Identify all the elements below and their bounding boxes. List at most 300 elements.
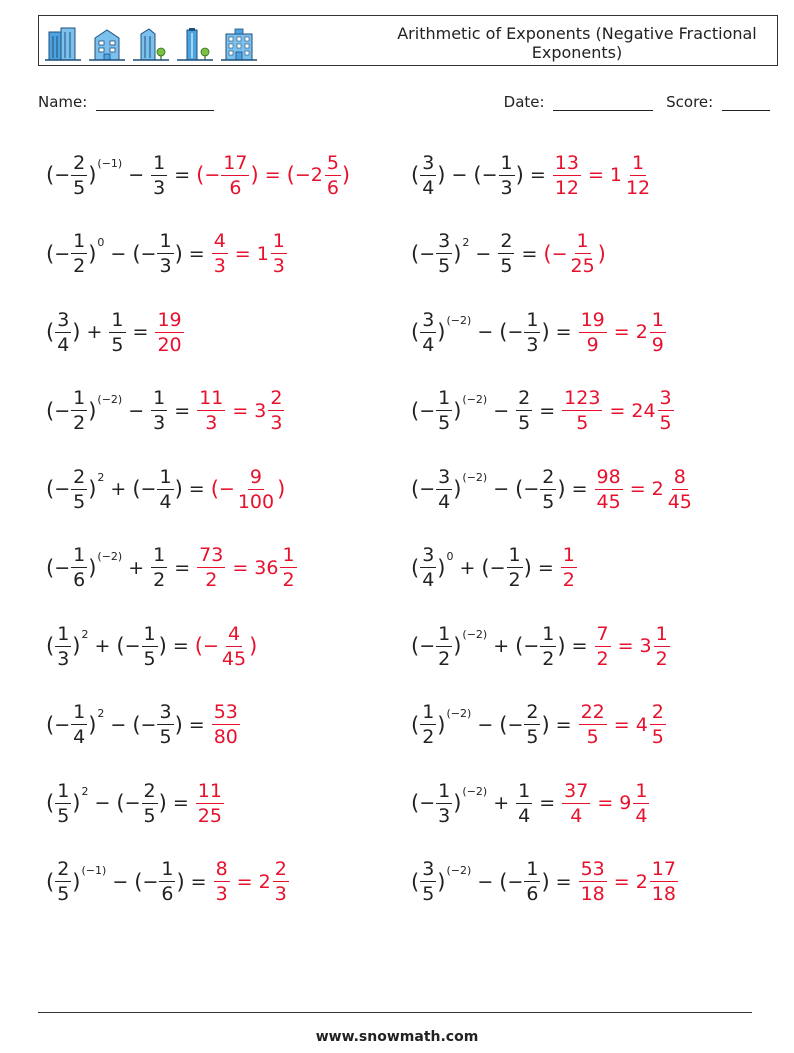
second-fraction [516,779,532,828]
sign: − [54,242,71,265]
second-fraction [151,386,167,435]
equals-sign: = [571,478,588,500]
mixed-fraction [633,779,649,828]
equals-sign: = [529,164,546,186]
paren-close: ) [174,712,183,737]
paren-close: ) [453,634,462,658]
paren-open: ( [132,477,141,501]
sign: − [419,399,436,422]
denominator: 2 [282,569,295,591]
numerator: 1 [153,387,166,409]
denominator: 3 [274,883,287,905]
equals-sign: = [539,792,556,814]
problem-8 [411,383,675,439]
mixed-fraction [268,386,284,435]
numerator: 1 [562,544,575,566]
numerator: 3 [438,465,451,488]
answer [196,386,285,435]
answer [195,779,225,828]
numerator: 1 [159,230,172,252]
denominator: 5 [73,490,86,513]
paren-open: ( [46,163,55,187]
denominator: 4 [518,804,531,827]
numerator: 1 [438,779,451,802]
mixed-fraction [654,622,670,671]
denominator: 3 [272,255,285,277]
denominator: 3 [270,412,283,434]
equals-sign: = [174,164,191,186]
mixed-fraction [273,857,289,906]
numerator: 1 [57,622,70,645]
numerator: 1 [576,230,589,252]
answer-fraction [214,857,230,906]
sign: − [142,870,159,893]
paren-close: ) [437,555,446,580]
denominator: 2 [562,569,575,591]
paren-close: ) [453,477,462,501]
numerator: 19 [580,308,605,331]
answer-fraction [562,779,590,828]
denominator: 5 [586,726,599,748]
numerator: 1 [111,308,124,331]
footer-divider [38,1012,752,1013]
operator: − [477,713,494,736]
denominator: 2 [542,647,555,670]
problem-18 [411,775,650,831]
denominator: 3 [213,255,226,277]
numerator: 2 [57,858,70,880]
paren-close: ) [453,791,462,815]
denominator: 20 [157,333,182,356]
problem-15 [46,697,241,753]
paren-open: ( [46,712,55,737]
paren-close: ) [437,163,446,187]
numerator: 1 [438,622,451,645]
equals-sign: = [629,478,646,500]
problem-20 [411,854,679,910]
paren-open: ( [411,869,420,894]
base-fraction [71,151,87,200]
paren-close: ) [88,241,97,266]
operator: − [128,164,145,186]
denominator: 4 [422,569,435,591]
equals-sign: = [236,870,253,893]
equals-sign: = [613,713,630,736]
base-fraction [71,700,87,749]
paren-close: ) [523,555,532,580]
exponent: (−2) [97,392,123,406]
whole-part: 9 [619,792,632,814]
denominator: 18 [580,883,605,905]
problem-5 [46,304,185,360]
paren-close: ) [72,869,81,894]
sign: − [54,556,71,579]
paren-open: ( [411,241,420,266]
whole-part: 2 [635,321,648,343]
equals-sign: = [571,635,588,657]
paren-open: ( [46,398,55,423]
paren-open: ( [134,869,143,894]
denominator: 5 [438,412,451,434]
denominator: 2 [73,412,86,434]
exponent: 0 [446,549,454,563]
operator: − [493,478,510,500]
whole-part: 24 [631,399,656,422]
numerator: 2 [143,779,156,802]
paren-open: ( [116,791,125,815]
problem-19 [46,854,290,910]
numerator: 1 [143,622,156,645]
exponent: (−2) [462,628,488,641]
paren-close: ) [158,634,167,658]
operator: − [128,399,145,422]
denominator: 2 [596,647,609,670]
numerator: 2 [526,701,539,723]
answer [196,543,297,592]
numerator: 1 [526,308,539,331]
numerator: 1 [57,779,70,802]
denominator: 5 [57,804,70,827]
paren-close: ) [88,712,97,737]
answer [211,700,241,749]
problem-3 [46,226,288,282]
numerator: 1 [542,622,555,645]
numerator: 1 [159,465,172,488]
base-fraction [436,465,452,514]
numerator: 1 [153,151,166,174]
denominator: 2 [438,647,451,670]
second-fraction [540,622,556,671]
answer [594,465,695,514]
numerator: 1 [73,544,86,566]
exponent: 2 [97,706,105,720]
operator: − [475,242,492,265]
numerator: 2 [73,151,86,174]
numerator: 3 [422,308,435,331]
paren-open: ( [411,791,420,815]
operator: − [493,399,510,422]
answer [213,857,290,906]
denominator: 5 [159,726,172,748]
numerator: 17 [223,151,248,174]
denominator: 3 [526,333,539,356]
problem-14 [411,618,671,674]
equals-sign: = [521,242,538,265]
equals-sign: = [174,556,191,579]
numerator: 22 [580,701,605,723]
mixed-fraction [280,543,296,592]
equals-sign: = [188,242,205,265]
denominator: 5 [422,883,435,905]
exponent: (−1) [97,157,123,170]
equals-sign: = [264,164,281,186]
paren-close: ) [557,634,566,658]
sign: − [551,242,568,265]
problem-1 [46,147,350,203]
equals-sign: = [232,399,249,422]
denominator: 80 [213,726,238,748]
denominator: 2 [508,569,521,591]
answer: ( − $\frac{17}{6}$ ) = ( − 2 $\frac{5}{6}$ ) [196,151,351,199]
answer-fraction [155,308,183,357]
numerator: 2 [542,465,555,488]
paren-close: ) [158,791,167,815]
exponent: (−2) [446,314,472,327]
numerator: 3 [422,151,435,174]
sign: − [140,242,157,265]
sign: − [419,242,436,265]
denominator: 4 [159,490,172,513]
numerator: 2 [651,701,664,723]
whole-part: 3 [254,399,267,422]
problem-4 [411,226,606,282]
mixed-fraction [666,465,694,514]
sign: − [294,164,311,186]
answer-fraction [196,779,224,828]
numerator: 1 [635,779,648,802]
denominator: 6 [526,883,539,905]
whole-part: 2 [651,478,664,500]
second-fraction [157,700,173,749]
numerator: 2 [274,858,287,880]
answer-fraction [553,151,581,200]
problem-10 [411,461,695,517]
sign: − [489,556,506,579]
paren-close: ) [541,712,550,737]
problem-13 [46,618,257,674]
numerator: 17 [651,858,676,880]
numerator: 53 [213,701,238,723]
denominator: 45 [221,647,247,670]
exponent: (−2) [97,549,123,563]
paren-close: ) [453,241,462,266]
operator: + [493,792,510,814]
equals-sign: = [555,870,572,893]
paren-open: ( [411,634,420,658]
exponent: (−1) [81,863,107,877]
denominator: 4 [73,726,86,748]
equals-sign: = [587,164,604,186]
denominator: 4 [570,804,583,827]
second-fraction [524,308,540,357]
paren-open: ( [46,634,55,658]
base-fraction [71,543,87,592]
exponent: (−2) [446,706,472,720]
base-fraction [436,779,452,828]
base-fraction [420,857,436,906]
numerator: 3 [57,308,70,331]
paren-open: ( [515,477,524,501]
sign: − [507,321,524,343]
equals-sign: = [609,399,626,422]
numerator: 1 [73,701,86,723]
mixed-fraction [624,151,652,200]
mixed-fraction [658,386,674,435]
sign: − [218,478,235,500]
paren-open: ( [132,241,141,266]
sign: − [419,792,436,814]
paren-close: ) [72,634,81,658]
base-fraction [71,229,87,278]
whole-part: 2 [635,870,648,893]
paren-close: ) [437,320,446,344]
equals-sign: = [537,556,554,579]
denominator: 6 [161,883,174,905]
paren-close: ) [174,477,183,501]
paren-open: ( [46,555,55,580]
operator: + [110,478,127,500]
second-fraction [142,779,158,828]
numerator: 1 [282,544,295,566]
second-fraction [151,543,167,592]
equals-sign: = [555,713,572,736]
denominator: 3 [153,412,166,434]
denominator: 4 [422,176,435,199]
mixed-fraction [650,308,666,357]
denominator: 5 [438,255,451,277]
denominator: 5 [518,412,531,434]
sign: − [419,635,436,657]
exponent: (−2) [446,863,472,877]
denominator: 3 [215,883,228,905]
base-fraction [71,465,87,514]
whole-part: 1 [609,164,622,186]
base-fraction [55,779,71,828]
answer [552,151,653,200]
answer [211,229,288,278]
numerator: 11 [199,387,224,409]
numerator: 1 [73,230,86,252]
denominator: 5 [143,804,156,827]
paren-open: ( [411,163,420,187]
numerator: 98 [596,465,621,488]
denominator: 5 [542,490,555,513]
sign: − [54,478,71,500]
denominator: 18 [651,883,676,905]
second-fraction [516,386,532,435]
base-fraction [55,857,71,906]
numerator: 1 [508,544,521,566]
numerator: 3 [422,858,435,880]
answer-fraction [197,543,225,592]
second-fraction [142,622,158,671]
second-fraction [540,465,556,514]
numerator: 2 [270,387,283,409]
answer-fraction [561,543,577,592]
answer-fraction [595,622,611,671]
answer-fraction [595,465,623,514]
numerator: 3 [659,387,672,409]
answer-fraction [562,386,602,435]
equals-sign: = [172,635,189,657]
paren-close: ) [437,712,446,737]
problem-6 [411,304,667,360]
denominator: 5 [576,412,589,434]
numerator: 123 [564,387,601,409]
problem-12 [411,540,578,596]
denominator: 25 [570,255,595,277]
numerator: 1 [526,858,539,880]
numerator: 1 [438,387,451,409]
numerator: 3 [159,701,172,723]
denominator: 4 [57,333,70,356]
base-fraction [436,229,452,278]
paren-open: ( [411,712,420,737]
exponent: 2 [81,628,89,641]
equals-sign: = [188,713,205,736]
denominator: 12 [625,176,651,199]
whole-part: 36 [254,556,279,579]
denominator: 5 [500,255,513,277]
problem-2 [411,147,653,203]
answer-fraction [221,151,249,200]
answer: ( − $\frac{9}{100}$ ) [210,465,286,513]
operator: − [451,164,468,186]
numerator: 1 [651,308,664,331]
operator: + [459,556,476,579]
numerator: 1 [422,701,435,723]
mixed-fraction [271,229,287,278]
numerator: 1 [500,151,513,174]
exponent: 2 [462,235,470,249]
numerator: 1 [153,544,166,566]
paren-close: ) [72,791,81,815]
equals-sign: = [232,556,249,579]
paren-close: ) [174,241,183,266]
denominator: 2 [205,569,218,591]
answer [578,857,679,906]
whole-part: 2 [310,164,323,186]
numerator: 2 [518,387,531,409]
equals-sign: = [613,321,630,343]
paren-open: ( [46,869,55,894]
mixed-fraction [650,700,666,749]
answer [154,308,184,357]
sign: − [481,164,498,186]
sign: − [507,870,524,893]
paren-open: ( [499,320,508,344]
exponent: (−2) [462,785,488,798]
denominator: 2 [422,726,435,748]
second-fraction [498,229,514,278]
equals-sign: = [539,399,556,422]
numerator: 3 [438,230,451,252]
problem-16 [411,697,667,753]
operator: + [94,635,111,657]
sign: − [54,399,71,422]
whole-part: 3 [639,635,652,657]
answer-fraction [579,857,607,906]
denominator: 2 [153,569,166,591]
paren-open: ( [46,477,55,501]
denominator: 12 [554,176,579,199]
denominator: 3 [500,176,513,199]
equals-sign: = [132,321,149,343]
denominator: 5 [73,176,86,199]
sign: − [523,478,540,500]
denominator: 3 [205,412,218,434]
date-label: Date: [503,93,545,111]
base-fraction [420,543,436,592]
second-fraction [109,308,125,357]
numerator: 2 [73,465,86,488]
sign: − [124,635,141,657]
whole-part: 4 [635,713,648,736]
denominator: 5 [651,726,664,748]
paren-close: ) [541,320,550,344]
second-fraction [524,700,540,749]
numerator: 8 [673,465,686,488]
